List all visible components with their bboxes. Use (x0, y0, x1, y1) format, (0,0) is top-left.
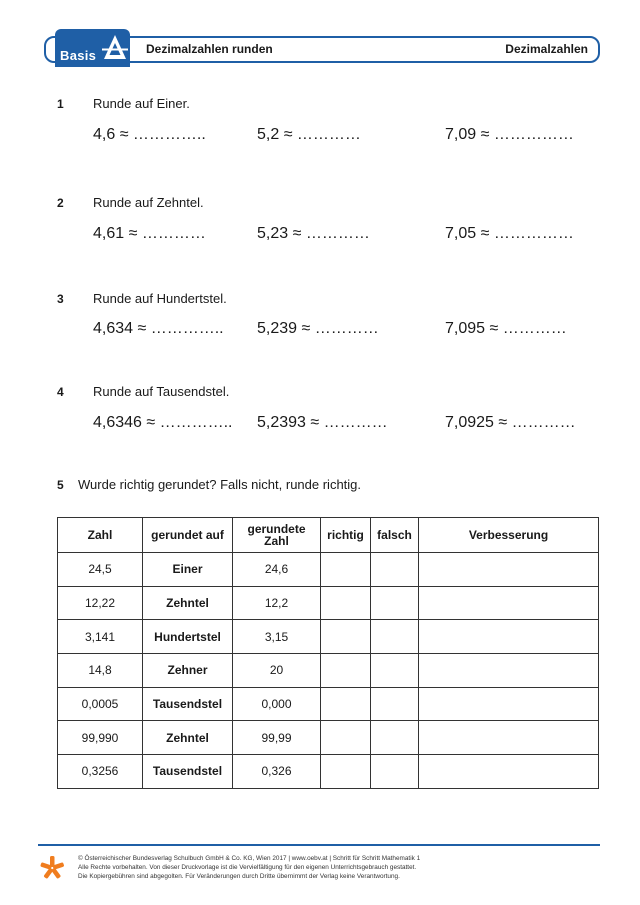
task-instruction: Runde auf Zehntel. (93, 195, 204, 210)
task-number: 5 (57, 478, 64, 492)
exercise-item: 5,2 ≈ ………… (257, 126, 361, 143)
cell-gerundete-zahl: 3,15 (233, 620, 321, 654)
cell-gerundete-zahl: 24,6 (233, 553, 321, 587)
table-row (58, 586, 599, 620)
cell-verbesserung[interactable] (419, 687, 599, 721)
cell-verbesserung[interactable] (419, 654, 599, 688)
cell-verbesserung[interactable] (419, 586, 599, 620)
exercise-item: 7,05 ≈ …………… (445, 225, 574, 242)
cell-richtig[interactable] (321, 755, 371, 789)
cell-gerundet-auf: Zehntel (143, 721, 233, 755)
cell-zahl: 99,990 (58, 721, 143, 755)
task-number: 4 (57, 385, 64, 399)
cell-gerundet-auf: Zehner (143, 654, 233, 688)
cell-gerundet-auf: Hundertstel (143, 620, 233, 654)
task-instruction: Runde auf Tausendstel. (93, 384, 230, 399)
cell-gerundete-zahl: 12,2 (233, 586, 321, 620)
rounding-table (57, 517, 599, 789)
exercise-item: 7,095 ≈ ………… (445, 320, 567, 337)
basis-badge-label: Basis (60, 48, 97, 63)
cell-falsch[interactable] (371, 687, 419, 721)
cell-zahl: 0,0005 (58, 687, 143, 721)
task-instruction: Wurde richtig gerundet? Falls nicht, runde richtig. (78, 477, 362, 492)
table-row (58, 755, 599, 789)
exercise-item: 4,61 ≈ ………… (93, 225, 206, 242)
cell-verbesserung[interactable] (419, 755, 599, 789)
header-verbesserung: Verbesserung (419, 518, 599, 553)
footer-rights: Alle Rechte vorbehalten. Von dieser Druckvorlage ist die Vervielfältigung für den eigenen Unterrichtsgebrauch gestattet. (78, 864, 417, 871)
asterisk-logo-icon (40, 855, 64, 881)
page-topic: Dezimalzahlen (505, 42, 588, 56)
rounding-table-grid (57, 517, 599, 789)
exercise-item: 5,23 ≈ ………… (257, 225, 370, 242)
cell-richtig[interactable] (321, 586, 371, 620)
cell-richtig[interactable] (321, 687, 371, 721)
cell-gerundet-auf: Einer (143, 553, 233, 587)
cell-falsch[interactable] (371, 654, 419, 688)
cell-richtig[interactable] (321, 654, 371, 688)
header-gerundete-line1: gerundete (247, 522, 306, 536)
header-gerundet-auf: gerundet auf (143, 518, 233, 553)
cell-verbesserung[interactable] (419, 620, 599, 654)
cell-gerundete-zahl: 99,99 (233, 721, 321, 755)
cell-richtig[interactable] (321, 553, 371, 587)
task-number: 1 (57, 97, 64, 111)
task-number: 3 (57, 292, 64, 306)
table-row (58, 620, 599, 654)
cell-verbesserung[interactable] (419, 553, 599, 587)
exercise-item: 4,6 ≈ ………….. (93, 126, 206, 143)
cell-gerundete-zahl: 20 (233, 654, 321, 688)
cell-falsch[interactable] (371, 755, 419, 789)
table-row (58, 721, 599, 755)
footer-divider (38, 844, 600, 846)
cell-gerundet-auf: Tausendstel (143, 755, 233, 789)
header-falsch: falsch (371, 518, 419, 553)
cell-falsch[interactable] (371, 620, 419, 654)
cell-gerundet-auf: Tausendstel (143, 687, 233, 721)
page-title: Dezimalzahlen runden (146, 42, 273, 56)
cell-zahl: 14,8 (58, 654, 143, 688)
cell-gerundete-zahl: 0,000 (233, 687, 321, 721)
exercise-item: 4,634 ≈ ………….. (93, 320, 224, 337)
cell-verbesserung[interactable] (419, 721, 599, 755)
table-row (58, 654, 599, 688)
header-gerundete-line2: Zahl (264, 534, 289, 548)
cell-zahl: 0,3256 (58, 755, 143, 789)
cell-richtig[interactable] (321, 620, 371, 654)
task-number: 2 (57, 196, 64, 210)
table-header-row (58, 518, 599, 553)
cell-richtig[interactable] (321, 721, 371, 755)
task-instruction: Runde auf Einer. (93, 96, 190, 111)
cell-falsch[interactable] (371, 721, 419, 755)
exercise-item: 7,09 ≈ …………… (445, 126, 574, 143)
footer-disclaimer: Die Kopiergebühren sind abgegolten. Für Veränderungen durch Dritte übernimmt der Verlag keine Verantwortung. (78, 873, 400, 880)
header-gerundete-zahl (233, 518, 321, 553)
header-zahl: Zahl (58, 518, 143, 553)
cell-gerundet-auf: Zehntel (143, 586, 233, 620)
header-richtig: richtig (321, 518, 371, 553)
cell-gerundete-zahl: 0,326 (233, 755, 321, 789)
exercise-item: 5,2393 ≈ ………… (257, 414, 388, 431)
table-row (58, 553, 599, 587)
exercise-item: 4,6346 ≈ ………….. (93, 414, 233, 431)
cell-falsch[interactable] (371, 553, 419, 587)
footer-copyright: © Österreichischer Bundesverlag Schulbuch GmbH & Co. KG, Wien 2017 | www.oebv.at | Schritt für Schritt Mathematik 1 (78, 855, 421, 862)
triangle-ruler-icon (102, 33, 128, 63)
cell-zahl: 12,22 (58, 586, 143, 620)
cell-zahl: 3,141 (58, 620, 143, 654)
cell-falsch[interactable] (371, 586, 419, 620)
exercise-item: 5,239 ≈ ………… (257, 320, 379, 337)
cell-zahl: 24,5 (58, 553, 143, 587)
task-instruction: Runde auf Hundertstel. (93, 291, 227, 306)
table-row (58, 687, 599, 721)
exercise-item: 7,0925 ≈ ………… (445, 414, 576, 431)
